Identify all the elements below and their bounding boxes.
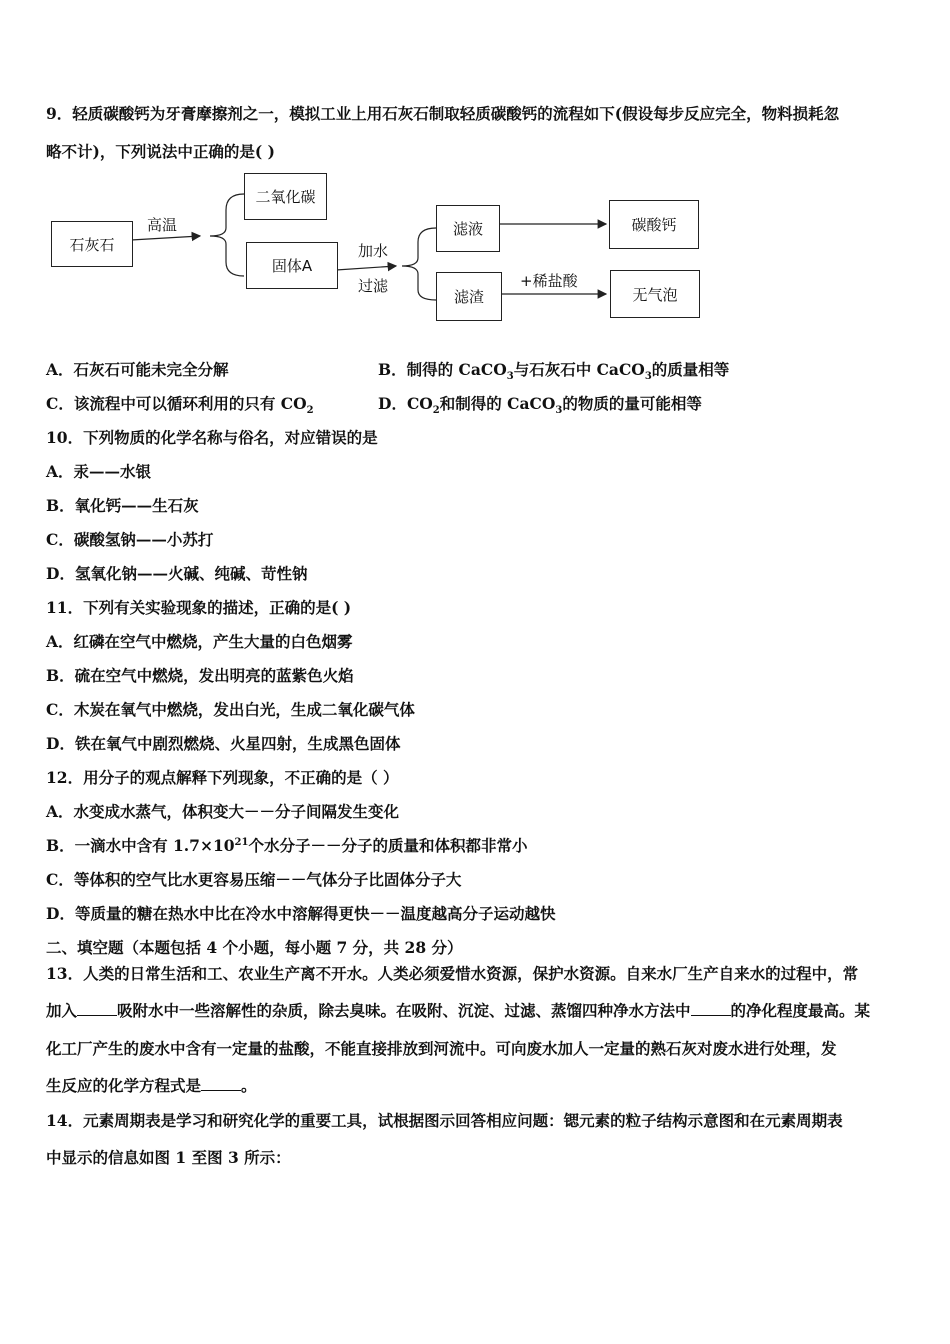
q11-option-a: A．红磷在空气中燃烧，产生大量的白色烟雾 — [46, 632, 353, 651]
q9-stem-line2: 略不计)，下列说法中正确的是( ) — [46, 142, 275, 161]
q12-stem: 12．用分子的观点解释下列现象，不正确的是（ ） — [46, 768, 399, 787]
answer-blank-3[interactable] — [201, 1078, 241, 1091]
q9-option-c: C．该流程中可以循环利用的只有 $CO_2$ — [46, 394, 314, 417]
label-add-hcl: +稀盐酸 — [520, 272, 578, 290]
q11-option-c: C．木炭在氧气中燃烧，发出白光，生成二氧化碳气体 — [46, 700, 415, 719]
q12-option-a: A．水变成水蒸气，体积变大－－分子间隔发生变化 — [46, 802, 400, 821]
box-limestone: 石灰石 — [51, 221, 133, 267]
q10-option-b: B．氧化钙——生石灰 — [46, 496, 199, 515]
box-no-bubbles: 无气泡 — [610, 270, 700, 318]
q9-option-b: B．制得的 CaCO$_3$与石灰石中 CaCO$_3$的质量相等 — [378, 360, 730, 383]
q9-option-d: D．$CO_2$和制得的 CaCO$_3$的物质的量可能相等 — [378, 394, 702, 417]
box-residue: 滤渣 — [436, 272, 502, 321]
q11-option-d: D．铁在氧气中剧烈燃烧、火星四射，生成黑色固体 — [46, 734, 401, 753]
q11-stem: 11．下列有关实验现象的描述，正确的是( ) — [46, 598, 352, 617]
box-solid-a: 固体A — [246, 242, 338, 289]
q12-option-b: B．一滴水中含有 $1.7\times 10^{21}$个水分子－－分子的质量和体积都非常小 — [46, 836, 528, 855]
q10-stem: 10．下列物质的化学名称与俗名，对应错误的是 — [46, 428, 378, 447]
q10-option-d: D．氢氧化钠——火碱、纯碱、苛性钠 — [46, 564, 308, 583]
box-co2: 二氧化碳 — [244, 173, 327, 220]
label-filter: 过滤 — [358, 277, 389, 295]
section-title: 二、填空题（本题包括 4 个小题，每小题 7 分，共 28 分） — [46, 938, 463, 957]
q12-option-c: C．等体积的空气比水更容易压缩－－气体分子比固体分子大 — [46, 870, 462, 889]
q9-option-a: A．石灰石可能未完全分解 — [46, 360, 229, 379]
q13-line3: 化工厂产生的废水中含有一定量的盐酸，不能直接排放到河流中。可向废水加人一定量的熟石灰对废水进行处理，发 — [46, 1039, 837, 1058]
label-add-water: 加水 — [358, 242, 389, 260]
box-caco3: 碳酸钙 — [609, 200, 699, 249]
q10-option-c: C．碳酸氢钠——小苏打 — [46, 530, 214, 549]
q13-line1: 13．人类的日常生活和工、农业生产离不开水。人类必须爱惜水资源，保护水资源。自来水厂生产自来水的过程中，常 — [46, 964, 859, 983]
answer-blank-2[interactable] — [691, 1003, 731, 1016]
q13-line2: 加入 吸附水中一些溶解性的杂质，除去臭味。在吸附、沉淀、过滤、蒸馏四种净水方法中 的净化程度最高。某 — [46, 1001, 871, 1020]
q12-option-d: D．等质量的糖在热水中比在冷水中溶解得更快－－温度越高分子运动越快 — [46, 904, 556, 923]
answer-blank-1[interactable] — [77, 1003, 117, 1016]
q14-line2: 中显示的信息如图 1 至图 3 所示： — [46, 1148, 291, 1167]
q14-line1: 14．元素周期表是学习和研究化学的重要工具，试根据图示回答相应问题：锶元素的粒子结构示意图和在元素周期表 — [46, 1111, 843, 1130]
q9-stem-line1: 9．轻质碳酸钙为牙膏摩擦剂之一，模拟工业上用石灰石制取轻质碳酸钙的流程如下(假设每步反应完全，物料损耗忽 — [46, 104, 840, 123]
q11-option-b: B．硫在空气中燃烧，发出明亮的蓝紫色火焰 — [46, 666, 354, 685]
box-filtrate: 滤液 — [436, 205, 500, 252]
q10-option-a: A．汞——水银 — [46, 462, 152, 481]
q13-line4: 生反应的化学方程式是 。 — [46, 1076, 257, 1095]
label-high-temp: 高温 — [147, 216, 178, 234]
